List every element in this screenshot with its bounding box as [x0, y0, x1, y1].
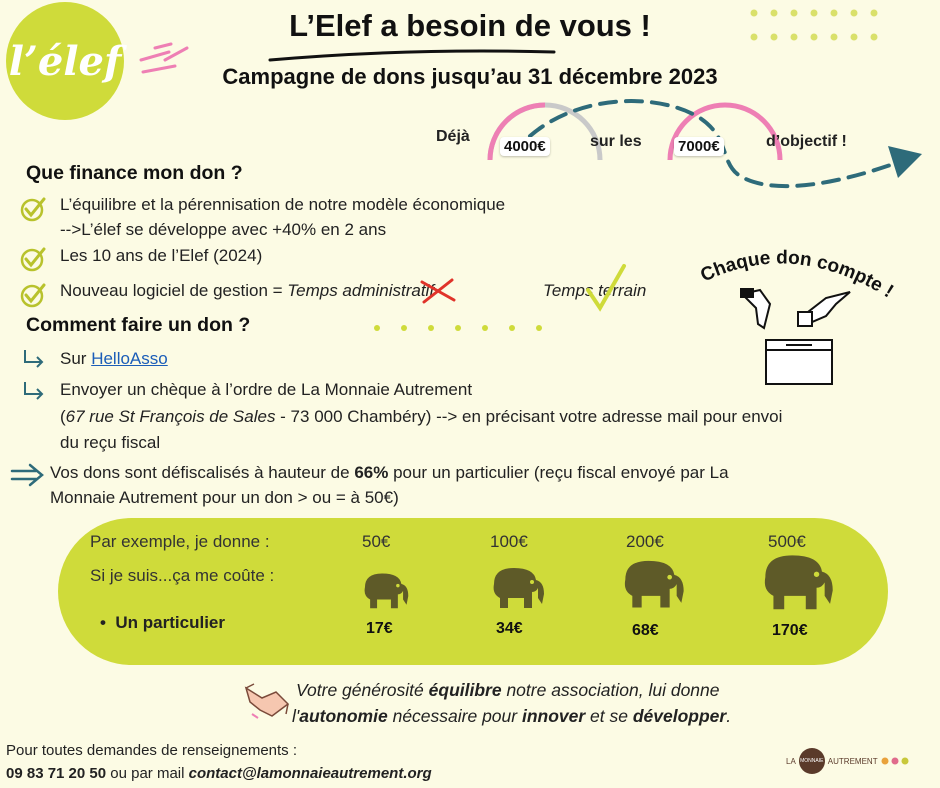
check-icon: [20, 196, 46, 222]
arrow-right-icon: [22, 348, 46, 368]
cost-17: 17€: [366, 620, 393, 637]
badge-text: Chaque don compte !: [697, 247, 897, 303]
handshake-icon: [242, 680, 290, 720]
generosity-line-2: [292, 706, 731, 727]
generosity-text: notre association, lui donne: [501, 680, 720, 700]
big-check-icon: [582, 262, 630, 314]
contact-email[interactable]: contact@lamonnaieautrement.org: [188, 765, 432, 782]
amount-50: 50€: [362, 532, 391, 551]
tax-suffix: pour un particulier (reçu fiscal envoyé par La: [388, 463, 729, 482]
generosity-text: Votre générosité: [296, 680, 429, 700]
generosity-text: l': [292, 706, 300, 726]
generosity-bold: développer: [632, 706, 727, 726]
partner-monnaie: MONNAIE: [799, 748, 825, 774]
example-give-label: Par exemple, je donne :: [90, 532, 270, 551]
tax-rate: 66%: [354, 463, 389, 482]
generosity-bold: innover: [521, 706, 586, 726]
finance-item-1-sub: -->L’élef se développe avec +40% en 2 ans: [60, 220, 387, 239]
tax-line-1: [50, 463, 729, 483]
progress-goal-value: 7000€: [674, 137, 724, 156]
time-admin-text: Temps administratif: [287, 281, 435, 300]
partner-autrement: AUTREMENT: [827, 756, 878, 766]
finance-item-3: [60, 281, 434, 301]
progress-of-label: sur les: [590, 133, 642, 150]
ballot-box-icon: [740, 282, 860, 388]
logo-text: l’élef: [8, 37, 122, 85]
example-bullet-text: Un particulier: [115, 613, 225, 632]
generosity-bold: équilibre: [428, 680, 502, 700]
elephant-icon: [486, 564, 546, 610]
finance-item-2: Les 10 ans de l’Elef (2024): [60, 246, 263, 265]
finance-item-3-label: Nouveau logiciel de gestion =: [60, 281, 288, 300]
elephant-icon: [358, 570, 410, 610]
helloasso-link[interactable]: HelloAsso: [91, 349, 168, 368]
check-icon: [20, 282, 46, 308]
contact-line-1: Pour toutes demandes de renseignements :: [6, 742, 298, 759]
cross-icon: [418, 278, 458, 304]
example-cost-label: Si je suis...ça me coûte :: [90, 566, 275, 585]
double-arrow-icon: [10, 462, 46, 488]
partner-logo: [786, 748, 911, 774]
cost-68: 68€: [632, 622, 659, 639]
finance-heading: Que finance mon don ?: [26, 162, 243, 184]
partner-dots: [881, 757, 911, 765]
contact-mid: ou par mail: [106, 765, 189, 782]
howto-item-1: [60, 349, 168, 369]
howto-item-1-prefix: Sur: [60, 349, 92, 368]
elephant-icon: [616, 556, 686, 610]
generosity-text: nécessaire pour: [387, 706, 522, 726]
contact-line-2: [6, 765, 432, 782]
partner-la: LA: [786, 756, 796, 766]
title-underline: [268, 46, 558, 64]
example-bullet: • Un particulier: [100, 613, 225, 632]
address-text: 67 rue St François de Sales: [65, 407, 276, 426]
generosity-bold: autonomie: [299, 706, 388, 726]
generosity-line-1: [296, 680, 720, 701]
time-terrain-text: Temps terrain: [543, 281, 647, 300]
cost-170: 170€: [772, 622, 808, 639]
page-subtitle: Campagne de dons jusqu’au 31 décembre 2023: [222, 64, 718, 89]
howto-item-2-line2-rest: - 73 000 Chambéry) --> en précisant votre adresse mail pour envoi: [275, 407, 783, 426]
howto-item-2-line3: du reçu fiscal: [60, 433, 161, 452]
howto-item-2-line2: (67 rue St François de Sales - 73 000 Chambéry) --> en précisant votre adresse mail pour envoi: [60, 407, 783, 426]
generosity-text: .: [726, 706, 732, 726]
cost-34: 34€: [496, 620, 523, 637]
generosity-text: et se: [585, 706, 633, 726]
page-title: L’Elef a besoin de vous !: [289, 8, 651, 43]
howto-item-2: Envoyer un chèque à l’ordre de La Monnaie Autrement: [60, 380, 473, 399]
amount-200: 200€: [626, 532, 664, 551]
arrow-right-icon: [22, 380, 46, 400]
progress-goal-label: d’objectif !: [766, 133, 847, 150]
decorative-dots: [372, 323, 552, 333]
howto-heading: Comment faire un don ?: [26, 314, 251, 336]
tax-line-2: Monnaie Autrement pour un don > ou = à 50€): [50, 488, 399, 507]
contact-phone: 09 83 71 20 50: [6, 765, 107, 782]
tax-prefix: Vos dons sont défiscalisés à hauteur de: [50, 463, 355, 482]
check-icon: [20, 246, 46, 272]
finance-item-1: L’équilibre et la pérennisation de notre modèle économique: [60, 195, 506, 214]
progress-already-label: Déjà: [436, 128, 470, 145]
progress-current-value: 4000€: [500, 137, 550, 156]
amount-100: 100€: [490, 532, 528, 551]
elephant-icon: [754, 550, 836, 612]
amount-500: 500€: [768, 532, 806, 551]
